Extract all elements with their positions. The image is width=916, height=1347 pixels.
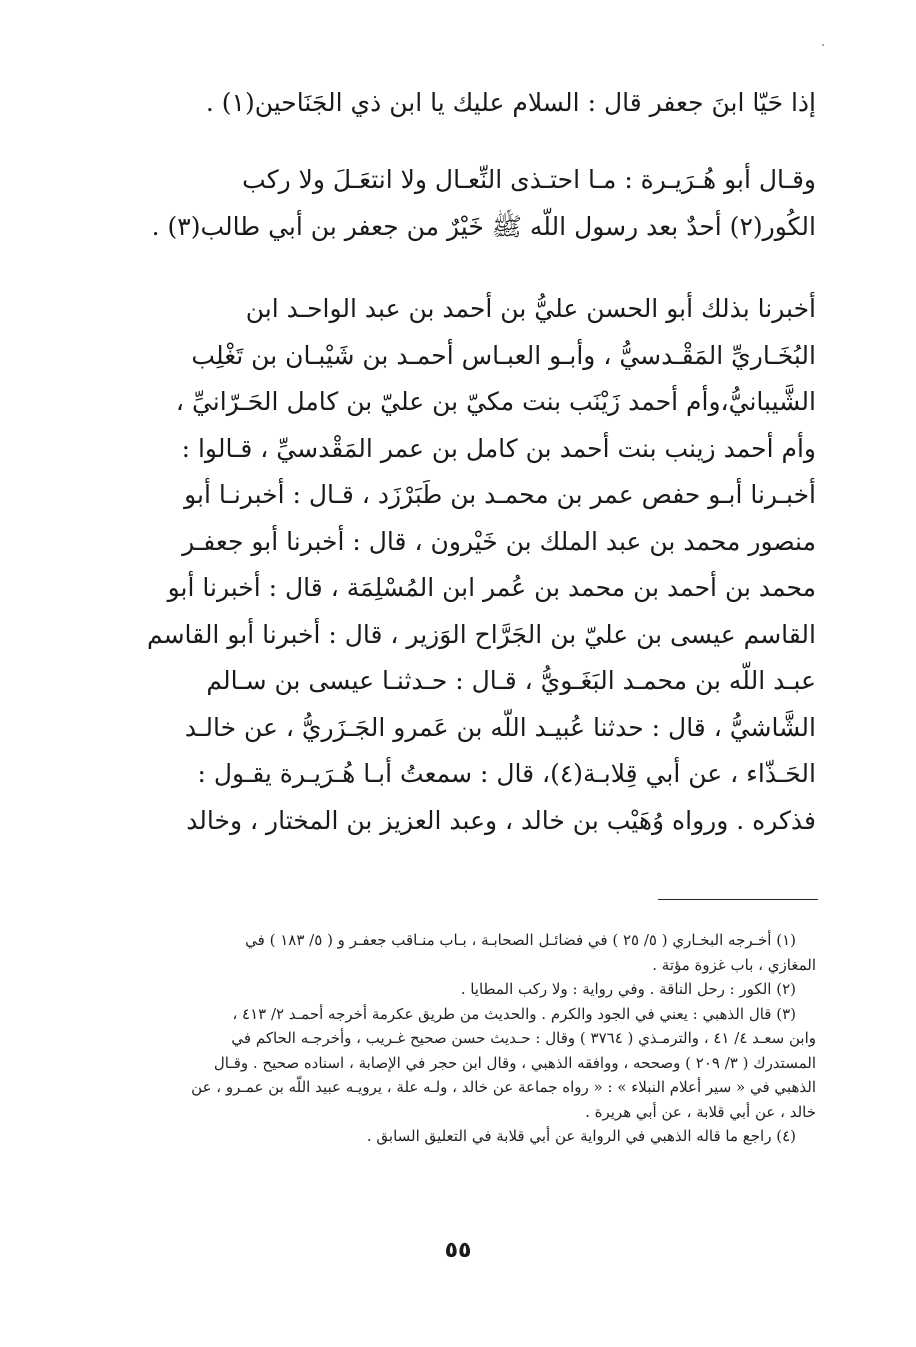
scan-speck	[822, 44, 824, 46]
text-line: أخبـرنا أبـو حفص عمر بن محمـد بن طَبَرْزَد ، قـال : أخبرنـا أبو	[184, 480, 816, 509]
footnote-3-line: خالد ، عن أبي قلابة ، عن أبي هريرة .	[585, 1102, 816, 1121]
text-line: الشَّاشيُّ ، قال : حدثنا عُبيـد اللّه بن عَمرو الجَـزَريُّ ، عن خالـد	[184, 712, 816, 742]
footnote-3-line: الذهبي في « سير أعلام النبلاء » : « رواه جماعة عن خالد ، ولـه علة ، يرويـه عبيد اللّه بن عمـرو ، عن	[191, 1078, 816, 1096]
text-line: الكُور(٢) أحدٌ بعد رسول اللّه ﷺ خَيْرٌ من جعفر بن أبي طالب(٣) .	[151, 211, 816, 241]
footnote-3-line: (٣) قال الذهبي : يعني في الجود والكرم . والحديث من طريق عكرمة أخرجه أحمـد ٢/ ٤١٣ ،	[232, 1004, 796, 1023]
text-line: وقـال أبو هُـرَيـرة : مـا احتـذى النِّعـال ولا انتعَـلَ ولا ركب	[242, 165, 816, 194]
text-line: القاسم عيسى بن عليّ بن الجَرَّاح الوَزير ، قال : أخبرنا أبو القاسم	[146, 619, 816, 649]
footnote-3-line: وابن سعـد ٤/ ٤١ ، والترمـذي ( ٣٧٦٤ ) وقال : حـديث حسن صحيح غـريب ، وأخرجـه الحاكم في	[231, 1029, 816, 1047]
footnote-1-line: المغازي ، باب غزوة مؤتة .	[652, 955, 816, 974]
text-line: منصور محمد بن عبد الملك بن خَيْرون ، قال : أخبرنا أبو جعفـر	[182, 526, 816, 556]
text-line: إذا حَيّا ابنَ جعفر قال : السلام عليك يا ابن ذي الجَنَاحين(١) .	[205, 88, 816, 117]
footnote-divider	[658, 899, 818, 900]
text-line: عبـد اللّه بن محمـد البَغَـويُّ ، قـال : حـدثنـا عيسى بن سـالم	[206, 666, 816, 695]
text-line: الشَّيبانيُّ،وأم أحمد زَيْنَب بنت مكيّ بن عليّ بن كامل الحَـرّانيِّ ،	[175, 387, 816, 416]
text-line: فذكره . ورواه وُهَيْب بن خالد ، وعبد العزيز بن المختار ، وخالد	[186, 805, 816, 835]
text-line: وأم أحمد زينب بنت أحمد بن كامل بن عمر المَقْدسيِّ ، قـالوا :	[181, 433, 816, 463]
footnote-2-line: (٢) الكور : رحل الناقة . وفي رواية : ولا ركب المطايا .	[460, 980, 796, 998]
page-number: ٥٥	[444, 1238, 472, 1263]
paragraph-3	[132, 286, 816, 844]
footnote-3-line: المستدرك ( ٣/ ٢٠٩ ) وصححه ، ووافقه الذهبي ، وقال ابن حجر في الإصابة ، اسناده صحيح . وقـال	[213, 1053, 816, 1072]
paragraph-1	[132, 80, 816, 127]
footnote-1-line: (١) أخـرجه البخـاري ( ٥/ ٢٥ ) في فضائـل الصحابـة ، بـاب منـاقب جعفـر و ( ٥/ ١٨٣ ) في	[245, 931, 796, 949]
text-line: الحَـذّاء ، عن أبي قِلابـة(٤)، قال : سمعتُ أبـا هُـرَيـرة يقـول :	[197, 759, 816, 788]
footnotes	[132, 928, 816, 1149]
footnote-4-line: (٤) راجع ما قاله الذهبي في الرواية عن أبي قلابة في التعليق السابق .	[366, 1127, 796, 1145]
text-line: محمد بن أحمد بن محمد بن عُمر ابن المُسْلِمَة ، قال : أخبرنا أبو	[167, 573, 816, 602]
text-line: البُخَـاريِّ المَقْـدسيُّ ، وأبـو العبـاس أحمـد بن شَيْبـان بن تَغْلِب	[191, 340, 816, 370]
paragraph-2	[132, 157, 816, 250]
text-line: أخبرنا بذلك أبو الحسن عليُّ بن أحمد بن عبد الواحـد ابن	[245, 294, 816, 323]
